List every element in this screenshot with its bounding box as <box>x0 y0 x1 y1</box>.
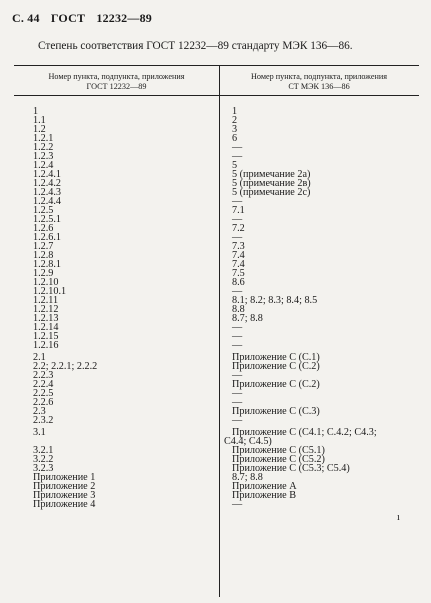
row-right-cell: — <box>232 286 243 297</box>
row-right-cell: 8.7; 8.8 <box>232 313 263 324</box>
row-left-cell: 1.2.10.1 <box>33 286 67 297</box>
row-left-cell: 1.2.6.1 <box>33 232 62 243</box>
row-right-cell: — <box>232 415 243 426</box>
row-left-cell: 1.2.1 <box>33 133 54 144</box>
row-right-cell: Приложение С (С.1) <box>232 352 320 363</box>
row-left-cell: Приложение 4 <box>33 499 96 510</box>
row-left-cell: 2.2.4 <box>33 379 54 390</box>
header-bottom-rule <box>14 95 419 96</box>
row-right-cell: — <box>232 397 243 408</box>
right-header-line-1: Номер пункта, подпункта, приложения <box>250 72 388 81</box>
row-left-cell: 2.2.3 <box>33 370 54 381</box>
row-left-cell: 1.2.7 <box>33 241 54 252</box>
row-left-cell: 3.2.1 <box>33 445 54 456</box>
row-right-cell: 7.2 <box>232 223 245 234</box>
row-right-cell: 8.7; 8.8 <box>232 472 263 483</box>
row-right-cell: 6 <box>232 133 238 144</box>
row-right-cell: — <box>232 370 243 381</box>
row-right-cell: 7.3 <box>232 241 245 252</box>
row-right-cell: 5 <box>232 160 238 171</box>
column-divider <box>219 65 220 597</box>
row-left-cell: 1.2.11 <box>33 295 59 306</box>
row-right-cell: 7.5 <box>232 268 245 279</box>
row-right-cell: 5 (примечание 2в) <box>232 178 311 189</box>
row-right-cell: 2 <box>232 115 238 126</box>
row-left-cell: 1.2.4.4 <box>33 196 62 207</box>
row-left-cell: Приложение 2 <box>33 481 96 492</box>
row-right-cell: — <box>232 499 243 510</box>
row-right-cell: — <box>232 196 243 207</box>
row-left-cell: 1.2.12 <box>33 304 59 315</box>
row-left-cell: 1.2.16 <box>33 340 59 351</box>
row-right-cell: — <box>232 388 243 399</box>
page-header <box>12 11 160 26</box>
row-left-cell: 2.3.2 <box>33 415 54 426</box>
row-right-cell: 7.4 <box>232 250 245 261</box>
row-right-cell: 3 <box>232 124 238 135</box>
row-right-cell: Приложение С (С5.2) <box>232 454 325 465</box>
row-left-cell: 3.2.2 <box>33 454 54 465</box>
row-right-cell: 8.1; 8.2; 8.3; 8.4; 8.5 <box>232 295 318 306</box>
row-right-cell: Приложение С (С5.1) <box>232 445 325 456</box>
row-right-cell: — <box>232 331 243 342</box>
row-right-cell: Приложение С (С5.3; С5.4) <box>232 463 350 474</box>
row-left-cell: 3.1 <box>33 427 46 438</box>
row-right-cell: Приложение В <box>232 490 297 501</box>
row-left-cell: 1.2.3 <box>33 151 54 162</box>
row-left-cell: 2.1 <box>33 352 46 363</box>
row-right-cell: 7.4 <box>232 259 245 270</box>
row-left-cell: 1.2.4.3 <box>33 187 62 198</box>
row-left-cell: 2.3 <box>33 406 46 417</box>
right-column-header <box>219 72 419 92</box>
row-right-cell: Приложение А <box>232 481 297 492</box>
row-right-cell: 5 (примечание 2с) <box>232 187 311 198</box>
row-right-cell: 8.6 <box>232 277 245 288</box>
row-left-cell: 1.2.8.1 <box>33 259 62 270</box>
row-right-cell: 8.8 <box>232 304 245 315</box>
row-left-cell: 1.2.6 <box>33 223 54 234</box>
row-left-cell: 1.2.15 <box>33 331 59 342</box>
right-header-line-2: СТ МЭК 136—86 <box>288 82 350 91</box>
row-right-cell: Приложение С (С4.1; С.4.2; С4.3; <box>232 427 377 438</box>
row-right-cell: — <box>232 232 243 243</box>
row-right-cell: — <box>232 214 243 225</box>
row-left-cell: 3.2.3 <box>33 463 54 474</box>
row-right-cell: — <box>232 322 243 333</box>
row-right-cell: — <box>232 142 243 153</box>
left-column-header <box>14 72 219 92</box>
row-right-cell: — <box>232 151 243 162</box>
standard-label: ГОСТ <box>50 11 86 25</box>
row-left-cell: 2.2.6 <box>33 397 54 408</box>
row-right-cell: 5 (примечание 2а) <box>232 169 311 180</box>
row-right-cell: 7.1 <box>232 205 245 216</box>
row-left-cell: 1.2.9 <box>33 268 54 279</box>
row-left-cell: 1.2.5 <box>33 205 54 216</box>
row-left-cell: Приложение 1 <box>33 472 96 483</box>
row-right-cell: — <box>232 340 243 351</box>
table-caption: Степень соответствия ГОСТ 12232—89 стандарту МЭК 136—86. <box>38 40 353 52</box>
row-right-cell-continued: С4.4; С4.5) <box>224 436 272 447</box>
row-left-cell: 1.2.4.2 <box>33 178 62 189</box>
row-left-cell: 1.2.13 <box>33 313 59 324</box>
row-left-cell: 1.2.4 <box>33 160 54 171</box>
row-left-cell: Приложение 3 <box>33 490 96 501</box>
row-left-cell: 1.2.2 <box>33 142 54 153</box>
row-right-cell: 1 <box>232 106 238 117</box>
row-left-cell: 1.2.8 <box>33 250 54 261</box>
row-left-cell: 1.2.4.1 <box>33 169 62 180</box>
row-left-cell: 1.2 <box>33 124 46 135</box>
row-right-cell: Приложение С (С.2) <box>232 379 320 390</box>
left-header-line-2: ГОСТ 12232—89 <box>86 82 147 91</box>
row-left-cell: 1.2.5.1 <box>33 214 62 225</box>
left-header-line-1: Номер пункта, подпункта, приложения <box>48 72 185 81</box>
margin-mark: ı <box>397 512 400 523</box>
row-right-cell: Приложение С (С.2) <box>232 361 320 372</box>
row-left-cell: 1.1 <box>33 115 46 126</box>
standard-number: 12232—89 <box>96 11 152 25</box>
row-left-cell: 2.2.5 <box>33 388 54 399</box>
row-left-cell: 1.2.10 <box>33 277 59 288</box>
table-top-rule <box>14 65 419 66</box>
row-left-cell: 1 <box>33 106 39 117</box>
row-left-cell: 2.2; 2.2.1; 2.2.2 <box>33 361 98 372</box>
row-left-cell: 1.2.14 <box>33 322 59 333</box>
row-right-cell: Приложение С (С.3) <box>232 406 320 417</box>
page-number: С. 44 <box>12 11 40 25</box>
